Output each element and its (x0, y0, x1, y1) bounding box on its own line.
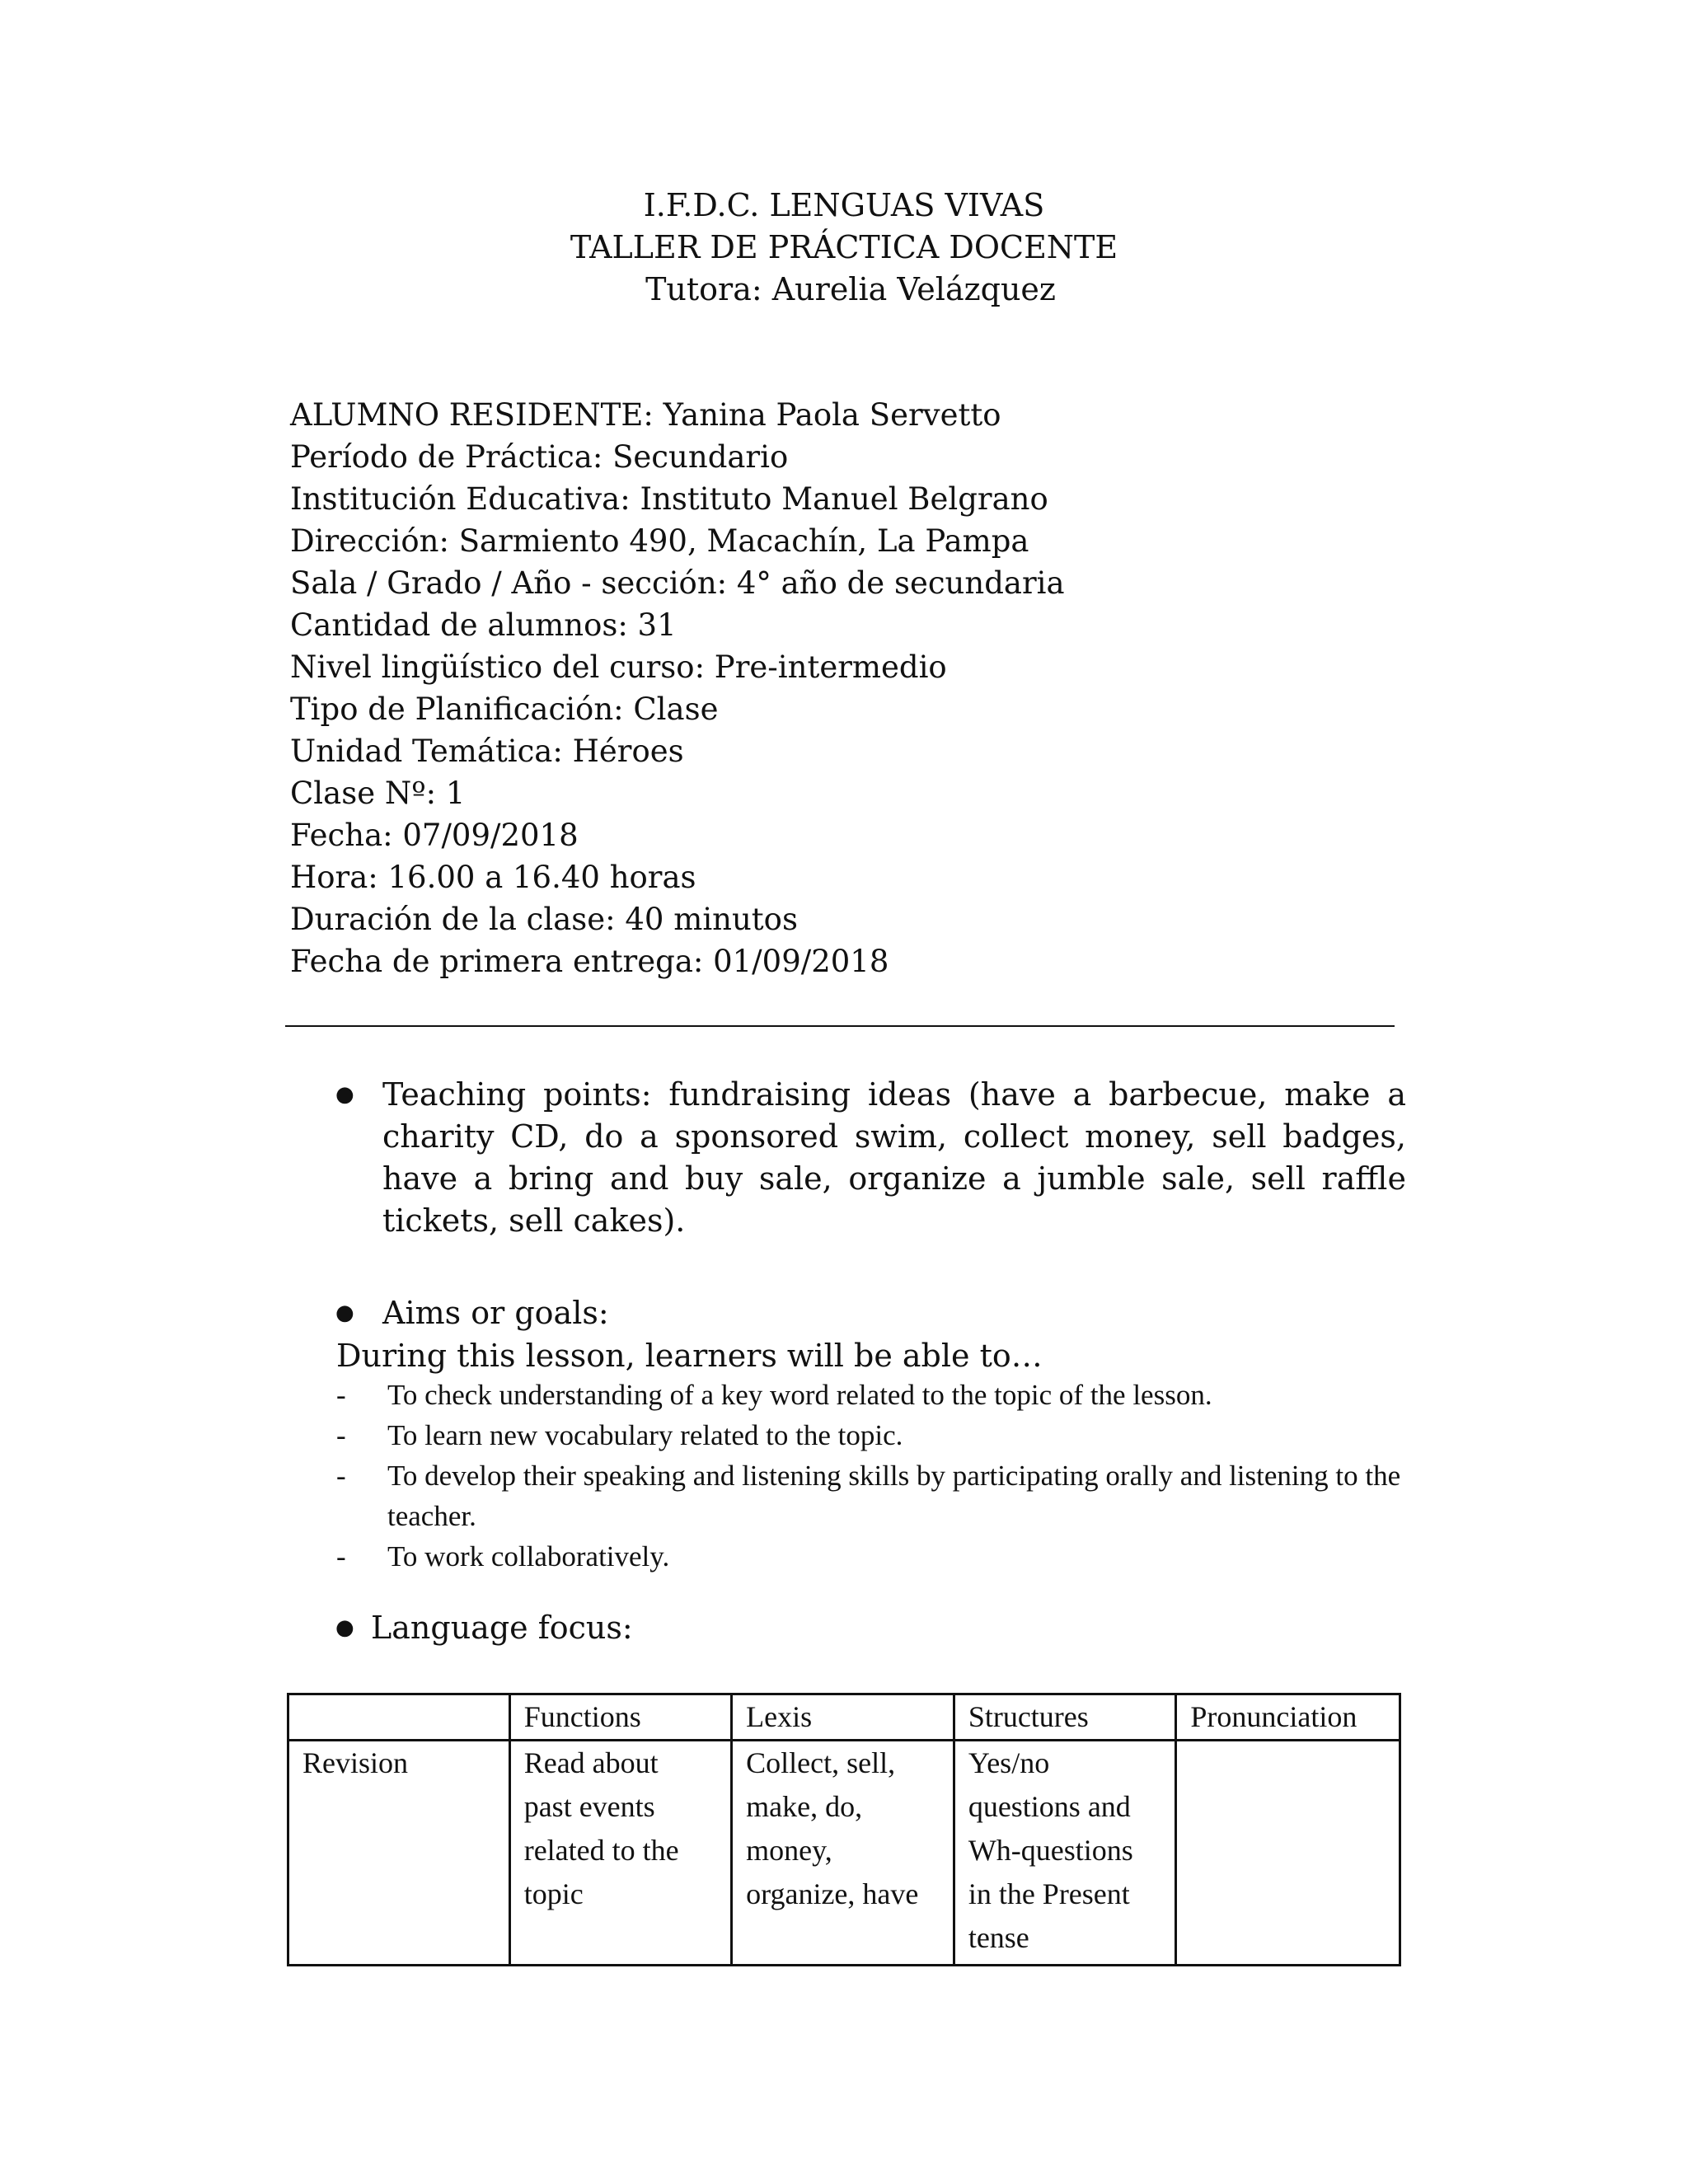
aims-title: Aims or goals: (382, 1295, 609, 1331)
table-header-lexis: Lexis (732, 1694, 954, 1741)
row-label-revision: Revision (288, 1741, 510, 1966)
dash-icon: - (336, 1419, 346, 1451)
bullet-icon: ● (335, 1301, 354, 1325)
section-divider (285, 1025, 1395, 1027)
table-header-empty (288, 1694, 510, 1741)
info-practice-period: Período de Práctica: Secundario (290, 439, 789, 475)
teaching-points-text: Teaching points: fundraising ideas (have a barbecue, make a charity CD, do a sponsored swim, collect money, sell badges, have a bring and buy sale, organize a jumble sale, sell raffle tickets, sell cakes). (382, 1076, 1406, 1239)
course-name: TALLER DE PRÁCTICA DOCENTE (570, 229, 1118, 265)
info-address: Dirección: Sarmiento 490, Macachín, La Pampa (290, 523, 1029, 559)
aims-list (336, 1375, 1408, 1577)
document-header (0, 185, 1688, 311)
bullet-icon: ● (335, 1615, 354, 1640)
aim-text: To learn new vocabulary related to the topic. (387, 1419, 903, 1451)
language-focus-title: Language focus: (371, 1610, 633, 1646)
dash-icon: - (336, 1460, 346, 1492)
list-item (336, 1375, 1408, 1415)
language-focus-table (287, 1693, 1401, 1966)
list-item (336, 1455, 1408, 1536)
cell-line: money, (746, 1834, 832, 1867)
institution-name: I.F.D.C. LENGUAS VIVAS (643, 187, 1045, 223)
lesson-info (290, 394, 1065, 982)
aim-text: To check understanding of a key word related to the topic of the lesson. (387, 1379, 1212, 1411)
tutor-name: Tutora: Aurelia Velázquez (645, 271, 1056, 307)
aim-text: To work collaboratively. (387, 1540, 670, 1572)
cell-structures (954, 1741, 1176, 1966)
aim-text: To develop their speaking and listening skills by participating orally and listening to the teacher. (387, 1460, 1401, 1532)
teaching-points-section (335, 1074, 1406, 1242)
bullet-icon: ● (335, 1082, 354, 1107)
language-focus-heading (335, 1607, 633, 1649)
cell-line: organize, have (746, 1877, 919, 1910)
list-item (336, 1536, 1408, 1577)
cell-line: make, do, (746, 1790, 863, 1823)
cell-line: related to the (523, 1834, 679, 1867)
info-class-number: Clase Nº: 1 (290, 776, 466, 811)
cell-line: questions and (968, 1790, 1131, 1823)
cell-line: topic (523, 1877, 584, 1910)
cell-pronunciation (1176, 1741, 1400, 1966)
aims-intro: During this lesson, learners will be able to… (336, 1338, 1043, 1374)
table-header-structures: Structures (954, 1694, 1176, 1741)
info-language-level: Nivel lingüístico del curso: Pre-intermedio (290, 649, 947, 685)
dash-icon: - (336, 1540, 346, 1572)
cell-line: Yes/no (968, 1746, 1050, 1779)
info-student: ALUMNO RESIDENTE: Yanina Paola Servetto (290, 397, 1001, 433)
info-date: Fecha: 07/09/2018 (290, 818, 579, 853)
table-header-pronunciation: Pronunciation (1176, 1694, 1400, 1741)
table-header-functions: Functions (509, 1694, 731, 1741)
aims-heading (335, 1292, 609, 1334)
info-plan-type: Tipo de Planificación: Clase (290, 691, 719, 727)
info-first-delivery: Fecha de primera entrega: 01/09/2018 (290, 944, 889, 979)
info-duration: Duración de la clase: 40 minutos (290, 902, 798, 937)
table-header-row (288, 1694, 1400, 1741)
list-item (336, 1415, 1408, 1455)
cell-line: Read about (523, 1746, 659, 1779)
info-time: Hora: 16.00 a 16.40 horas (290, 860, 696, 895)
cell-line: tense (968, 1921, 1029, 1954)
info-institution: Institución Educativa: Instituto Manuel Belgrano (290, 481, 1048, 517)
info-student-count: Cantidad de alumnos: 31 (290, 607, 677, 643)
cell-line: in the Present (968, 1877, 1130, 1910)
cell-line: Wh-questions (968, 1834, 1133, 1867)
cell-line: past events (523, 1790, 655, 1823)
dash-icon: - (336, 1379, 346, 1411)
cell-line: Collect, sell, (746, 1746, 896, 1779)
cell-functions (509, 1741, 731, 1966)
info-grade: Sala / Grado / Año - sección: 4° año de secundaria (290, 565, 1065, 601)
cell-lexis (732, 1741, 954, 1966)
table-row (288, 1741, 1400, 1966)
info-unit: Unidad Temática: Héroes (290, 733, 684, 769)
